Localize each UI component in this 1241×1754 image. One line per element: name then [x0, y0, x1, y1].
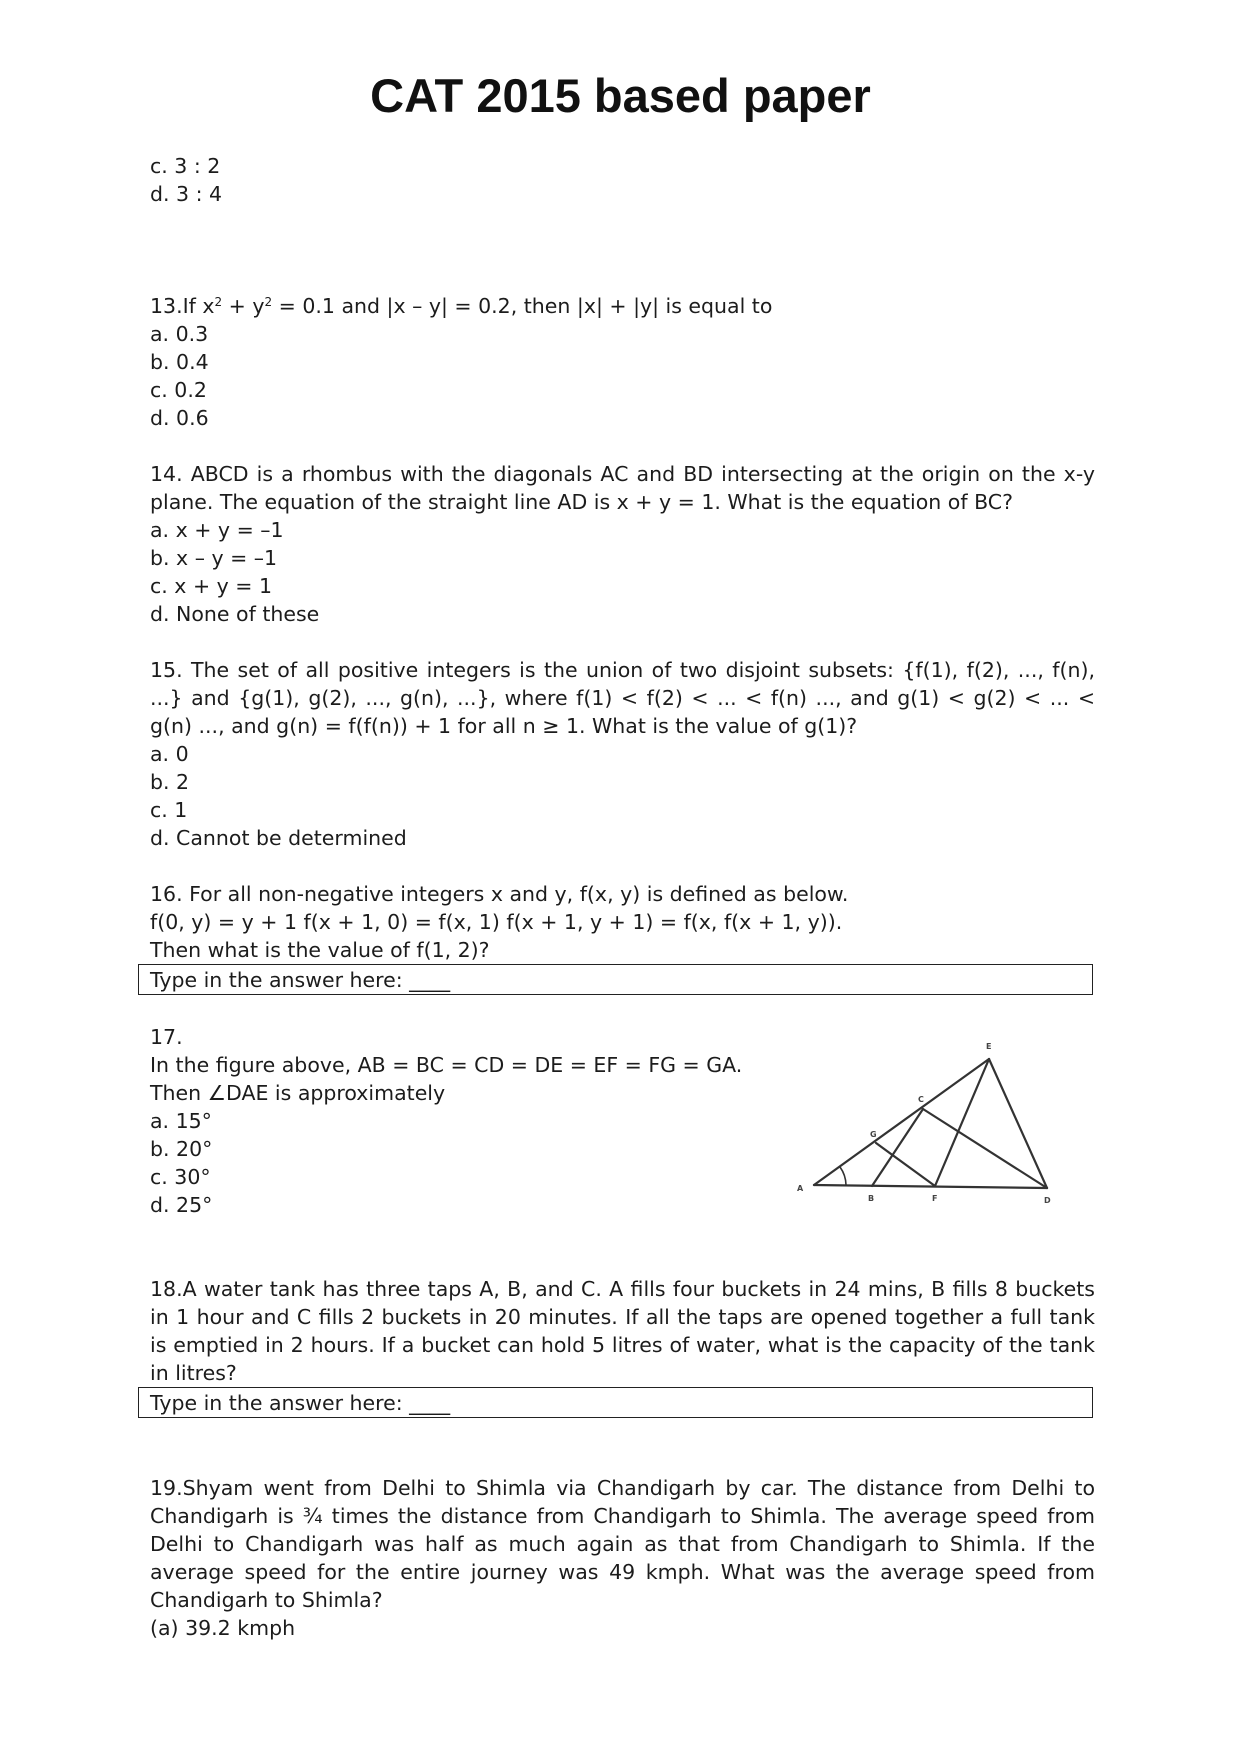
q13-stem-part: + y: [222, 294, 265, 318]
question-13: [150, 292, 1095, 432]
q17-number: 17.: [150, 1025, 183, 1049]
figure-label-G: G: [870, 1130, 877, 1139]
q15-option-b: b. 2: [150, 770, 190, 794]
q17-option-c: c. 30°: [150, 1165, 211, 1189]
q17-option-a: a. 15°: [150, 1109, 212, 1133]
q17-option-b: b. 20°: [150, 1137, 213, 1161]
q12-option-c: c. 3 : 2: [150, 154, 221, 178]
figure-line-GF: [876, 1143, 935, 1186]
q14-option-c: c. x + y = 1: [150, 574, 273, 598]
q16-line-1: 16. For all non-negative integers x and y, f(x, y) is defined as below.: [150, 882, 849, 906]
question-18: [150, 1275, 1095, 1418]
figure-label-D: D: [1044, 1196, 1051, 1205]
q16-line-3: Then what is the value of f(1, 2)?: [150, 938, 490, 962]
q13-stem-part: = 0.1 and |x – y| = 0.2, then |x| + |y| is equal to: [272, 294, 773, 318]
q16-line-2: f(0, y) = y + 1 f(x + 1, 0) = f(x, 1) f(x + 1, y + 1) = f(x, f(x + 1, y)).: [150, 910, 843, 934]
question-12-tail: [150, 152, 1095, 208]
q15-option-d: d. Cannot be determined: [150, 826, 407, 850]
question-19: [150, 1474, 1095, 1642]
figure-label-A: A: [797, 1184, 804, 1193]
q17-line-1: In the figure above, AB = BC = CD = DE = EF = FG = GA.: [150, 1053, 743, 1077]
q14-option-d: d. None of these: [150, 602, 320, 626]
q12-option-d: d. 3 : 4: [150, 182, 223, 206]
q15-option-a: a. 0: [150, 742, 189, 766]
q13-superscript: 2: [214, 295, 223, 309]
figure-label-C: C: [918, 1095, 924, 1104]
q18-stem: 18.A water tank has three taps A, B, and C. A fills four buckets in 24 mins, B fills 8 buckets in 1 hour and C fills 2 buckets in 20 minutes. If all the taps are opened together a full tank is emptied in 2 hours. If a bucket can hold 5 litres of water, what is the capacity of the tank in litres?: [150, 1277, 1095, 1385]
q14-option-b: b. x – y = –1: [150, 546, 278, 570]
q13-option-b: b. 0.4: [150, 350, 209, 374]
q18-answer-box[interactable]: Type in the answer here: ____: [138, 1387, 1093, 1418]
question-16: [150, 880, 1095, 995]
q14-option-a: a. x + y = –1: [150, 518, 284, 542]
q15-option-c: c. 1: [150, 798, 188, 822]
q13-option-c: c. 0.2: [150, 378, 207, 402]
q13-stem-part: 13.If x: [150, 294, 215, 318]
triangle-figure: [786, 1031, 1056, 1221]
q17-option-d: d. 25°: [150, 1193, 213, 1217]
q13-stem: [150, 292, 1095, 320]
q19-option-a: (a) 39.2 kmph: [150, 1616, 296, 1640]
question-15: [150, 656, 1095, 852]
figure-label-E: E: [986, 1042, 992, 1051]
q17-line-2: Then ∠DAE is approximately: [150, 1081, 446, 1105]
figure-label-F: F: [932, 1194, 938, 1203]
q13-option-a: a. 0.3: [150, 322, 209, 346]
figure-angle-arc: [840, 1167, 846, 1185]
question-content: [150, 152, 1095, 1642]
q13-superscript: 2: [264, 295, 273, 309]
question-17: [150, 1023, 1095, 1219]
q13-option-d: d. 0.6: [150, 406, 209, 430]
q16-answer-box[interactable]: Type in the answer here: ____: [138, 964, 1093, 995]
page-title: CAT 2015 based paper: [370, 69, 871, 122]
question-14: [150, 460, 1095, 628]
figure-label-B: B: [868, 1194, 875, 1203]
q19-stem: 19.Shyam went from Delhi to Shimla via Chandigarh by car. The distance from Delhi to Chandigarh is ¾ times the distance from Chandigarh to Shimla. The average speed from Delhi to Chandigarh was half as much again as that from Chandigarh to Shimla. If the average speed for the entire journey was 49 kmph. What was the average speed from Chandigarh to Shimla?: [150, 1476, 1095, 1612]
figure-line-AD: [814, 1185, 1047, 1188]
q14-stem: 14. ABCD is a rhombus with the diagonals AC and BD intersecting at the origin on the x-y plane. The equation of the straight line AD is x + y = 1. What is the equation of BC?: [150, 462, 1095, 514]
figure-line-CB: [872, 1109, 923, 1186]
q15-stem: 15. The set of all positive integers is the union of two disjoint subsets: {f(1), f(2), ..., f(n), ...} and {g(1), g(2), ..., g(n), ...}, where f(1) < f(2) < ... < f(n) ..., and g(1) < g(2) < ... < g(n) ..., and g(n) = f(f(n)) + 1 for all n ≥ 1. What is the value of g(1)?: [150, 658, 1095, 738]
